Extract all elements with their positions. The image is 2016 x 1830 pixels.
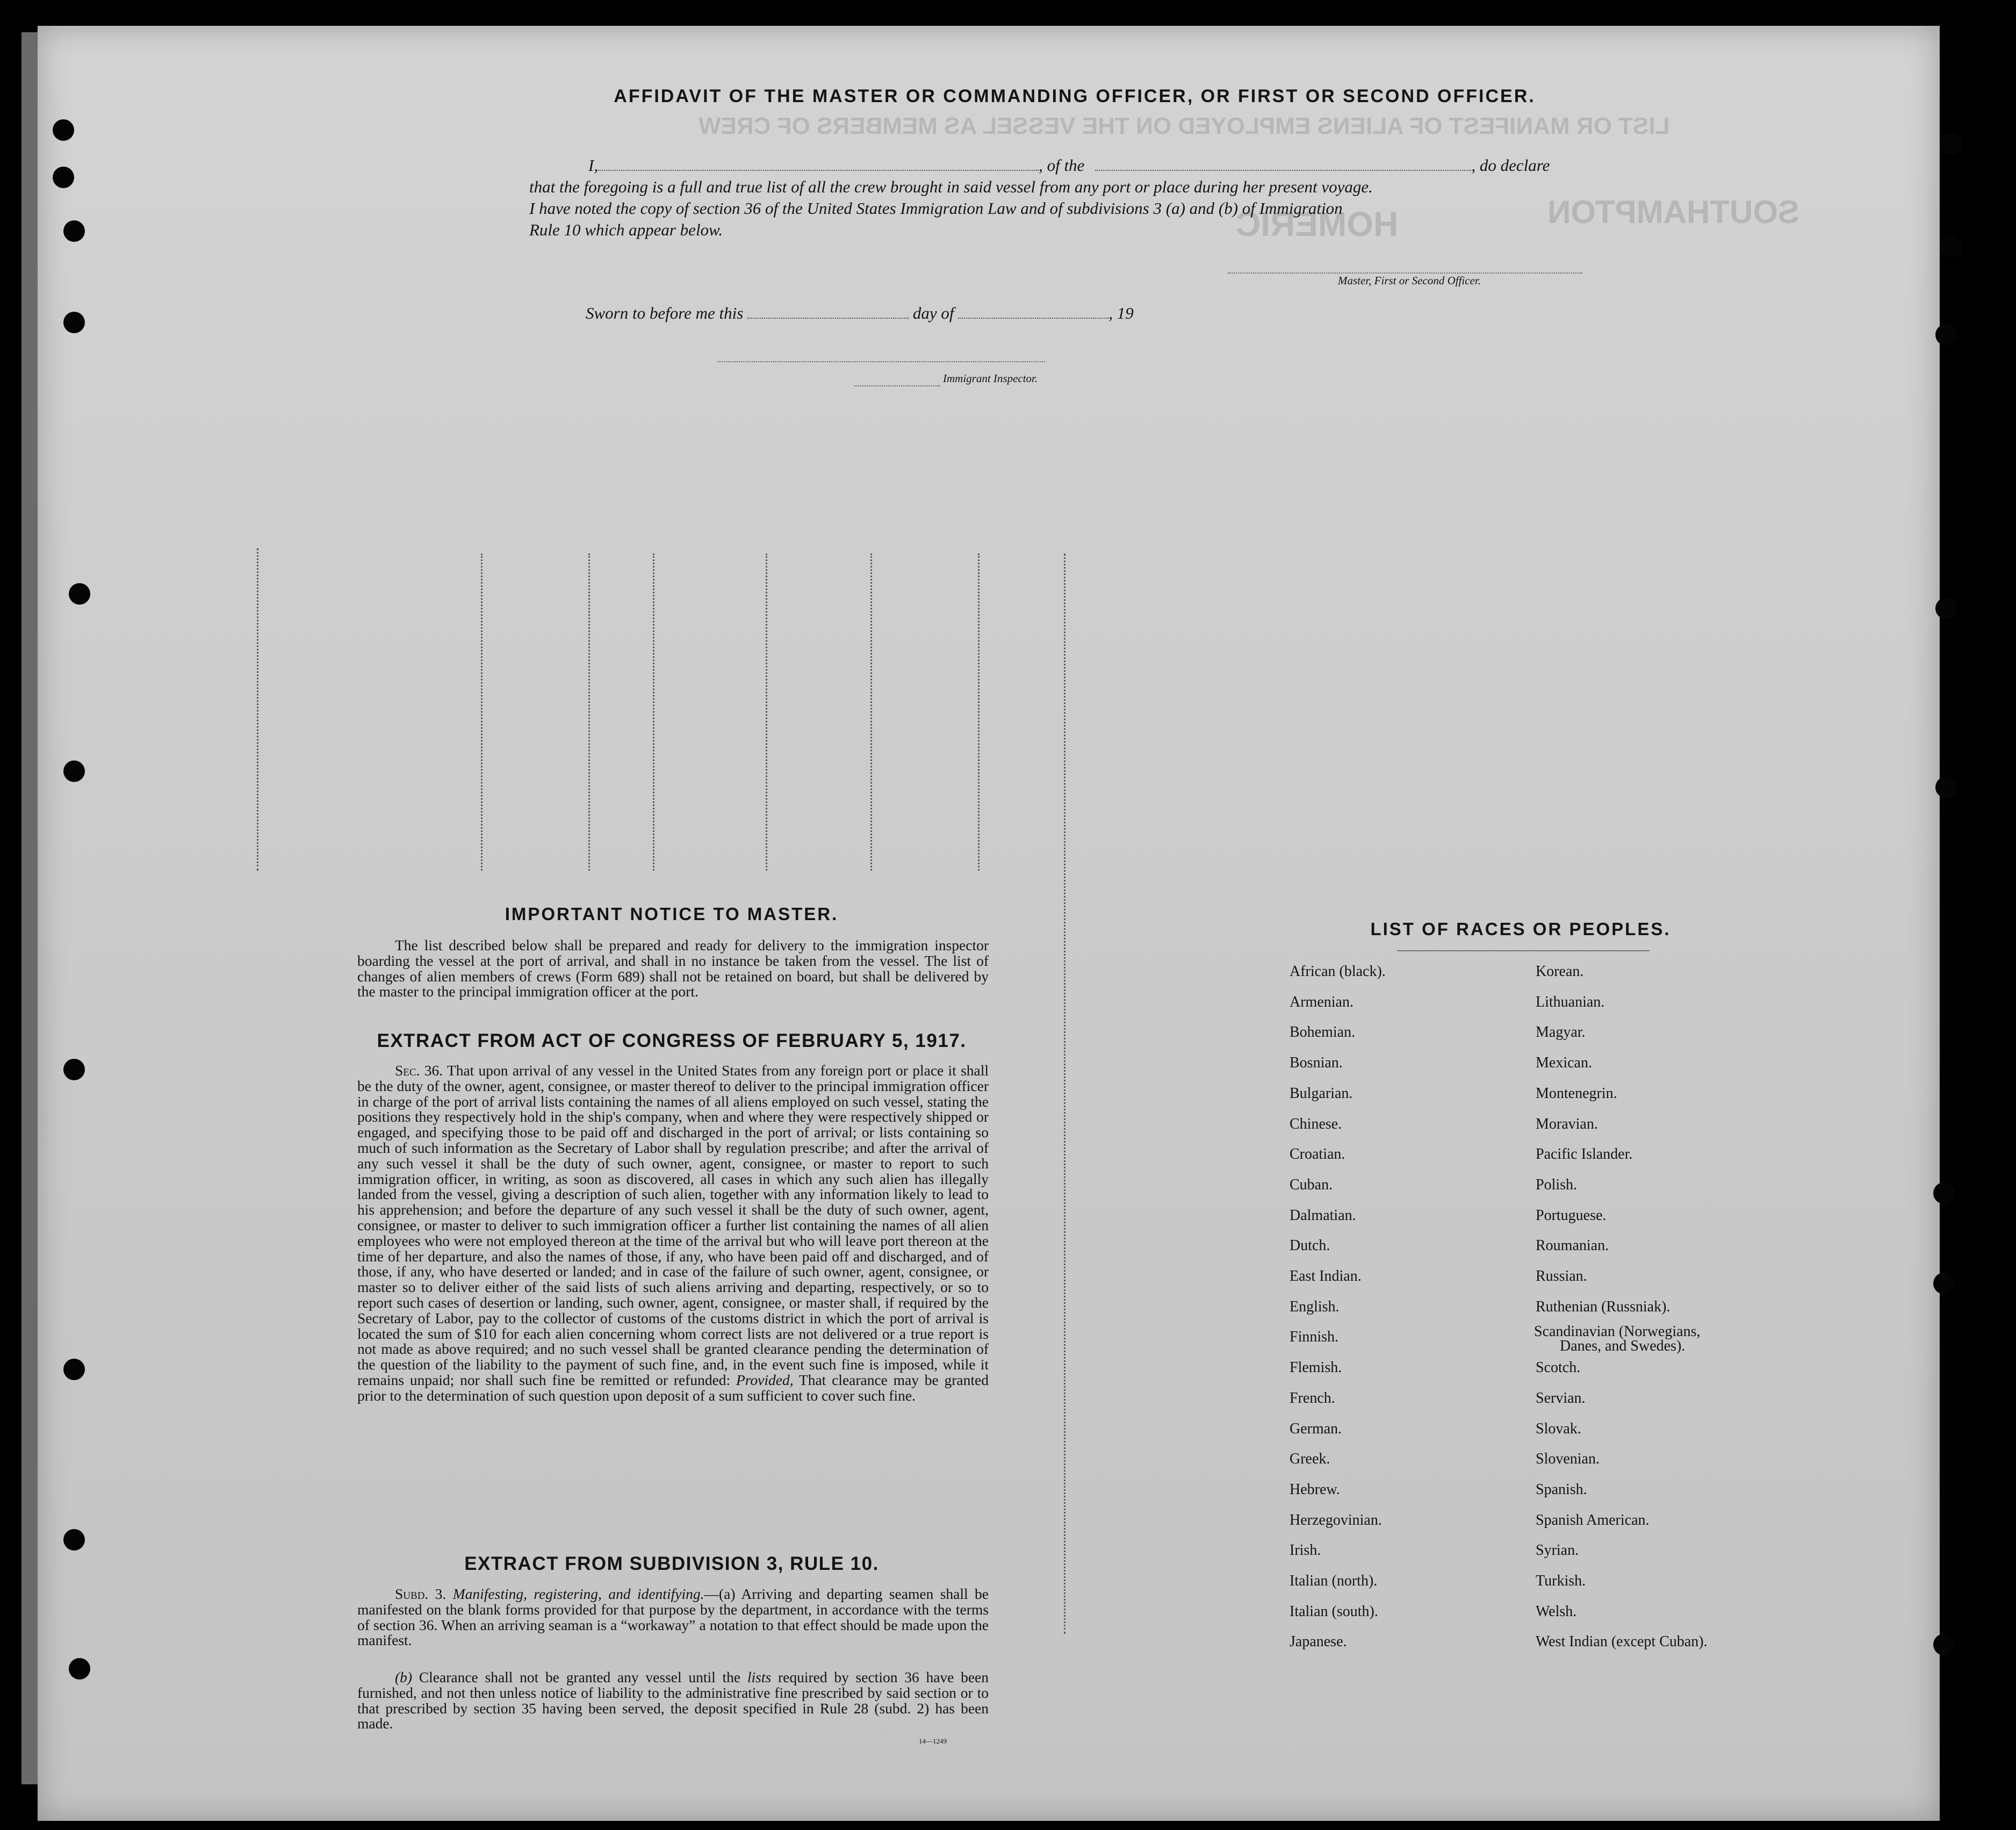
sworn-month-blank[interactable] <box>958 306 1108 319</box>
race-item: Polish. <box>1536 1176 1578 1193</box>
bleed-through-text: LIST OR MANIFEST OF ALIENS EMPLOYED ON THE VESSEL AS MEMBERS OF CREW <box>699 113 1670 139</box>
race-item: Spanish. <box>1536 1481 1587 1498</box>
race-item: Greek. <box>1290 1451 1330 1468</box>
binder-hole <box>69 1658 90 1680</box>
race-item: Dalmatian. <box>1290 1207 1356 1224</box>
column-rule <box>766 554 767 871</box>
affidavit-line-1 <box>588 156 1550 175</box>
para-a-text: —(a) Arriving and departing seamen shall be manifested on the blank forms provided for that purpose by the department, in accordance with the terms of section 36. When an arriving seaman is a “workaway” a notation to that effect should be made upon the manifest. <box>357 1585 989 1649</box>
race-item: English. <box>1290 1298 1340 1315</box>
race-item: Moravian. <box>1536 1115 1598 1132</box>
affidavit-title: AFFIDAVIT OF THE MASTER OR COMMANDING OFFICER, OR FIRST OR SECOND OFFICER. <box>614 86 1536 106</box>
race-item: Croatian. <box>1290 1146 1345 1163</box>
binder-hole <box>63 220 85 242</box>
race-item: Slovak. <box>1536 1420 1581 1437</box>
rule-extract-title: EXTRACT FROM SUBDIVISION 3, RULE 10. <box>464 1553 879 1574</box>
race-item: Cuban. <box>1290 1176 1333 1193</box>
binder-hole <box>63 1529 85 1551</box>
binder-hole <box>53 119 74 141</box>
race-item: Italian (north). <box>1290 1573 1378 1589</box>
race-item: German. <box>1290 1420 1342 1437</box>
sworn-line <box>586 304 1134 323</box>
para-b-post: required by section 36 have been furnished, and not then unless notice of liability to the administrative fine prescribed by said section or to that prescribed by section 35 having been served, the deposit specified in Rule 28 (subd. 2) has been made. <box>357 1669 989 1732</box>
inspector-signature-line[interactable] <box>717 360 1045 362</box>
race-item: Irish. <box>1290 1542 1321 1559</box>
race-item: French. <box>1290 1389 1335 1406</box>
race-item: Russian. <box>1536 1268 1587 1284</box>
binder-hole <box>1933 1634 1955 1655</box>
provided-word: Provided, <box>736 1371 794 1388</box>
race-item: Scandinavian (Norwegians, <box>1534 1323 1701 1340</box>
race-item: West Indian (except Cuban). <box>1536 1633 1708 1650</box>
races-title-rule <box>1397 950 1650 951</box>
race-item: Magyar. <box>1536 1024 1586 1041</box>
race-item: Japanese. <box>1290 1633 1347 1650</box>
notice-body: The list described below shall be prepared and ready for delivery to the immigration inspector boarding the vessel at the port of arrival, and shall in no instance be taken from the vessel. The list of changes of alien members of crews (Form 689) shall not be retained on board, but shall be delivered by the master to the principal immigration officer at the port. <box>357 937 989 1000</box>
section-36-text-end: That clearance may be granted prior to the determination of such question upon deposit of a sum sufficient to cover such fine. <box>357 1371 989 1404</box>
affidavit-line-3: I have noted the copy of section 36 of the United States Immigration Law and of subdivisions 3 (a) and (b) of Immigration <box>529 199 1343 218</box>
race-item: Bosnian. <box>1290 1054 1343 1072</box>
race-item: Herzegovinian. <box>1290 1511 1382 1528</box>
race-item: Roumanian. <box>1536 1237 1609 1254</box>
races-title: LIST OF RACES OR PEOPLES. <box>1370 919 1671 939</box>
bleed-through-text: SOUTHAMPTON <box>1547 194 1799 230</box>
subd-label: Subd. 3. <box>395 1585 447 1602</box>
subd-heading: Manifesting, registering, and identifying. <box>452 1585 704 1602</box>
race-item: Bohemian. <box>1290 1024 1356 1041</box>
race-item: Portuguese. <box>1536 1207 1607 1224</box>
race-item: Pacific Islander. <box>1536 1146 1633 1163</box>
binder-hole <box>53 167 74 188</box>
column-rule <box>588 554 590 871</box>
race-item: Welsh. <box>1536 1603 1577 1620</box>
binder-hole <box>1941 236 1962 258</box>
notice-title: IMPORTANT NOTICE TO MASTER. <box>505 904 839 924</box>
binder-hole <box>63 312 85 333</box>
race-item: Korean. <box>1536 963 1584 980</box>
race-item: Syrian. <box>1536 1542 1579 1559</box>
binder-hole <box>1935 777 1957 798</box>
race-item: Scotch. <box>1536 1359 1581 1376</box>
form-number: 14—1249 <box>919 1737 947 1745</box>
race-item: Flemish. <box>1290 1359 1342 1376</box>
column-rule <box>870 554 872 871</box>
binder-hole <box>1935 598 1957 619</box>
sworn-day-of: day of <box>912 304 954 322</box>
para-b-label: (b) <box>395 1669 413 1685</box>
vessel-blank[interactable] <box>1095 158 1471 171</box>
page-edge-strip <box>21 32 39 1784</box>
binder-hole <box>1933 1182 1955 1204</box>
binder-hole <box>1935 324 1957 346</box>
race-item: Turkish. <box>1536 1573 1586 1589</box>
para-b-pre: Clearance shall not be granted any vessel until the <box>419 1669 741 1685</box>
act-extract-body <box>357 1063 989 1404</box>
race-item: Hebrew. <box>1290 1481 1340 1498</box>
sworn-prefix: Sworn to before me this <box>586 304 744 322</box>
column-rule <box>1064 554 1065 1634</box>
master-signature-caption: Master, First or Second Officer. <box>1338 274 1481 287</box>
race-item: Montenegrin. <box>1536 1085 1617 1102</box>
race-item: Servian. <box>1536 1389 1586 1406</box>
rule-extract-para-a <box>357 1587 989 1648</box>
affidavit-i: I, <box>588 156 599 175</box>
sworn-year: , 19 <box>1108 304 1134 322</box>
para-b-lists: lists <box>747 1669 772 1685</box>
race-item: Lithuanian. <box>1536 993 1605 1010</box>
race-item-continuation: Danes, and Swedes). <box>1560 1338 1686 1355</box>
race-item: Chinese. <box>1290 1115 1342 1132</box>
race-item: Italian (south). <box>1290 1603 1378 1620</box>
column-rule <box>978 554 980 871</box>
column-rule <box>653 554 654 871</box>
binder-hole <box>69 583 90 605</box>
race-item: Armenian. <box>1290 993 1353 1010</box>
race-item: Bulgarian. <box>1290 1085 1353 1102</box>
section-36-text: That upon arrival of any vessel in the United States from any foreign port or place it shall be the duty of the owner, agent, consignee, or master thereof to deliver to the principal immigration officer in charge of the port of arrival lists containing the names of all aliens employed on such vessel, stating the positions they respectively hold in the ship's company, when and where they were respectively shipped or engaged, and specifying those to be paid off and discharged in the port of arrival; or lists containing so much of such information as the Secretary of Labor shall by regulation prescribe; and after the arrival of any such vessel it shall be the duty of such owner, agent, consignee, or master to report to such immigration officer, in writing, as soon as discovered, all cases in which any such alien has illegally landed from the vessel, giving a description of such alien, together with any information likely to lead to his apprehension; and before the departure of any such vessel it shall be the duty of such owner, agent, consignee, or master to deliver to such immigration officer a further list containing the names of all alien employees who were not employed thereon at the time of the arrival but who will leave port thereon at the time of her departure, and also the names of those, if any, who have been paid off and discharged, and of those, if any, who have deserted or landed; and in case of the failure of such owner, agent, consignee, or master so to deliver either of the said lists of such aliens arriving and departing, respectively, or so to report such cases of desertion or landing, such owner, agent, consignee, or master shall, if required by the Secretary of Labor, pay to the collector of customs of the customs district in which the port of arrival is located the sum of $10 for each alien concerning whom correct lists are not delivered or a true report is not made as above required; and no such vessel shall be granted clearance pending the determination of the question of the liability to the payment of such fine, and, in the event such fine is imposed, while it remains unpaid; nor shall such fine be remitted or refunded: <box>357 1062 989 1388</box>
race-item: Ruthenian (Russniak). <box>1536 1298 1671 1315</box>
act-extract-title: EXTRACT FROM ACT OF CONGRESS OF FEBRUARY 5, 1917. <box>377 1030 967 1051</box>
affidavit-line-2: that the foregoing is a full and true list of all the crew brought in said vessel from any port or place during her present voyage. <box>529 177 1373 196</box>
master-signature-line[interactable] <box>1228 271 1582 274</box>
binder-hole <box>63 1059 85 1080</box>
name-blank[interactable] <box>598 158 1039 171</box>
inspector-caption: Immigrant Inspector. <box>943 372 1038 385</box>
binder-hole <box>63 1359 85 1380</box>
rule-extract-para-b <box>357 1670 989 1732</box>
race-item: East Indian. <box>1290 1268 1362 1284</box>
race-item: Finnish. <box>1290 1329 1339 1346</box>
affidavit-do-declare: , do declare <box>1471 156 1550 175</box>
binder-hole <box>63 760 85 782</box>
binder-hole <box>1941 133 1962 155</box>
race-item: African (black). <box>1290 963 1386 980</box>
race-item: Mexican. <box>1536 1054 1592 1072</box>
column-rule <box>257 548 258 871</box>
bleed-through-text: HOMERIC <box>1236 205 1399 243</box>
binder-hole <box>1933 1273 1955 1294</box>
race-item: Slovenian. <box>1536 1451 1600 1468</box>
race-item: Spanish American. <box>1536 1511 1650 1528</box>
affidavit-line-4: Rule 10 which appear below. <box>529 220 723 239</box>
section-label: Sec. 36. <box>395 1062 443 1079</box>
inspector-signature-line-short <box>854 384 940 386</box>
column-rule <box>481 554 483 871</box>
affidavit-of-the: , of the <box>1039 156 1085 175</box>
sworn-day-blank[interactable] <box>747 306 909 319</box>
race-item: Dutch. <box>1290 1237 1330 1254</box>
